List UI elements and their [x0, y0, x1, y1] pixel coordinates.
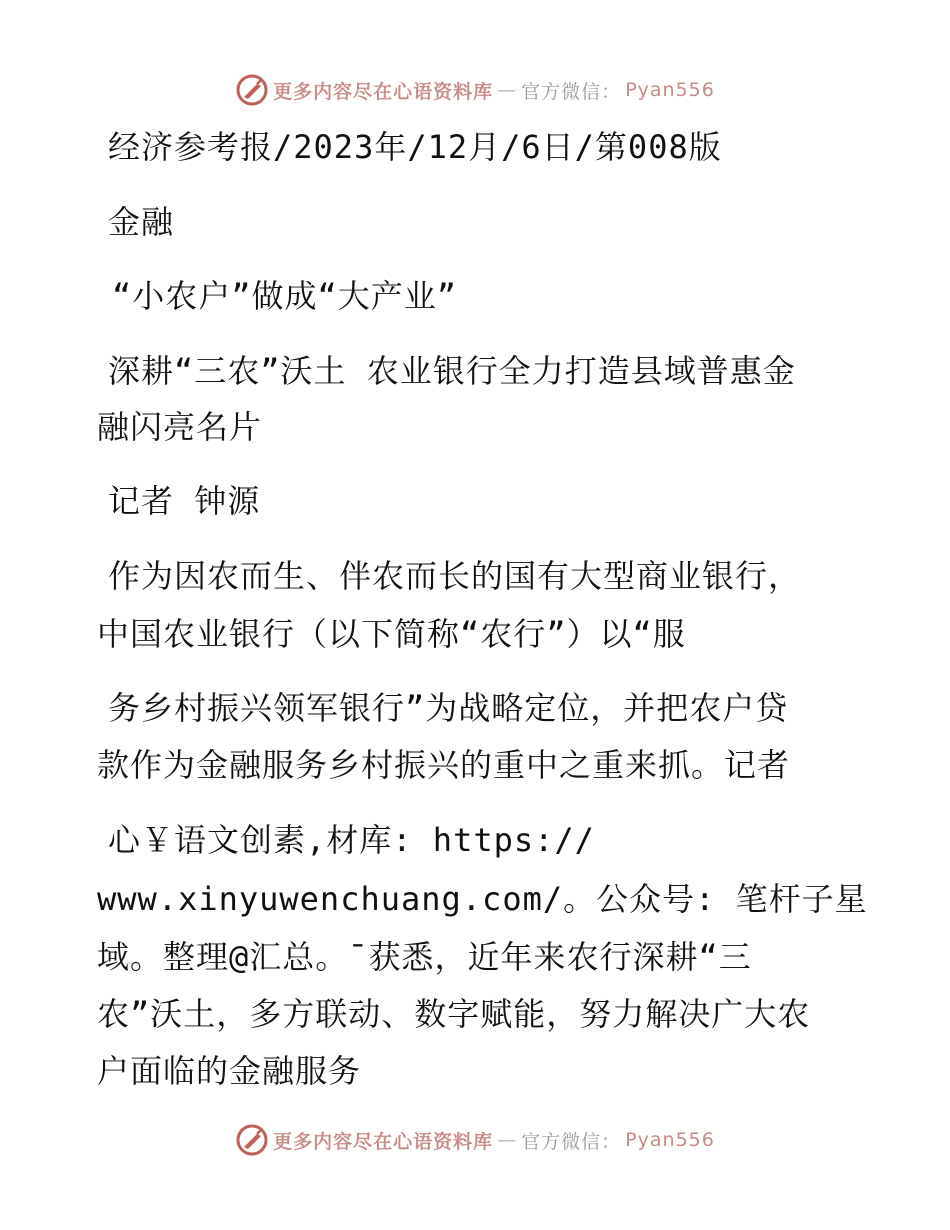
- paragraph-line: 务乡村振兴领军银行”为战略定位，并把农户贷: [108, 689, 789, 727]
- dateline: 经济参考报/2023年/12月/6日/第008版: [108, 128, 722, 166]
- watermark-dash: —: [497, 1129, 518, 1151]
- paragraph-line: 农”沃土，多方联动、数字赋能，努力解决广大农: [97, 995, 811, 1033]
- byline: 记者 钟源: [108, 482, 261, 520]
- section-label: 金融: [108, 203, 175, 241]
- watermark-content: [235, 73, 715, 107]
- watermark-logo-icon: [235, 73, 269, 107]
- paragraph-line: 心￥语文创素,材库: https://: [108, 821, 595, 859]
- paragraph-line: www.xinyuwenchuang.com/。公众号: 笔杆子星: [97, 880, 868, 918]
- paragraph-line: 款作为金融服务乡村振兴的重中之重来抓。记者: [97, 746, 791, 784]
- watermark-logo-icon: [235, 1123, 269, 1157]
- watermark-wechat-id: Pyan556: [625, 1129, 715, 1151]
- watermark-main-text: 更多内容尽在心语资料库: [273, 1130, 494, 1153]
- watermark-dash: —: [497, 79, 518, 101]
- paragraph-line: 作为因农而生、伴农而长的国有大型商业银行，: [108, 557, 802, 595]
- headline: “小农户”做成“大产业”: [112, 277, 458, 315]
- watermark-sub-text: 官方微信：: [521, 80, 622, 103]
- watermark-sub-text: 官方微信：: [521, 1130, 622, 1153]
- watermark-banner-top: [0, 70, 950, 110]
- watermark-banner-bottom: [0, 1120, 950, 1160]
- paragraph-line: 户面临的金融服务: [97, 1052, 362, 1090]
- watermark-content: [235, 1123, 715, 1157]
- subtitle-line: 深耕“三农”沃土 农业银行全力打造县域普惠金: [108, 352, 796, 390]
- subtitle-line: 融闪亮名片: [97, 408, 263, 446]
- paragraph-line: 域。整理@汇总。¯获悉，近年来农行深耕“三: [97, 938, 752, 976]
- paragraph-line: 中国农业银行（以下简称“农行”）以“服: [97, 615, 686, 653]
- watermark-main-text: 更多内容尽在心语资料库: [273, 80, 494, 103]
- watermark-wechat-id: Pyan556: [625, 79, 715, 101]
